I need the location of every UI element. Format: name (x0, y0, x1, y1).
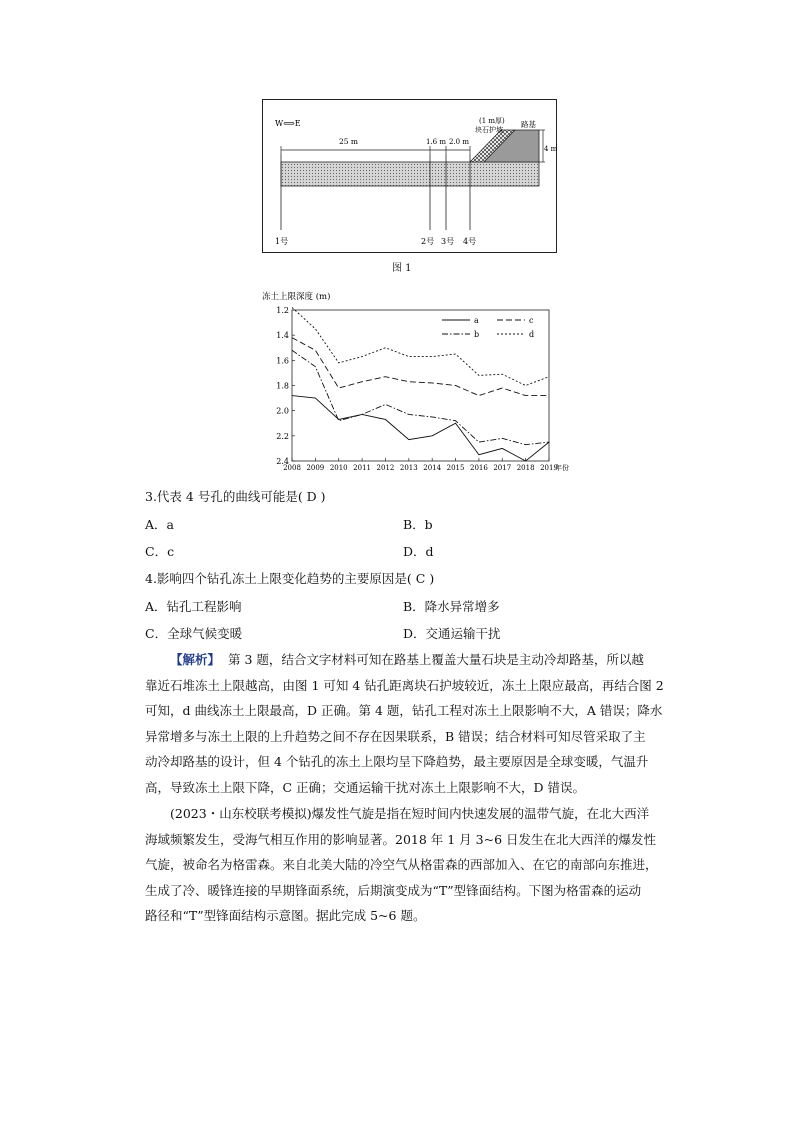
q3-option-b: B．b (403, 517, 433, 532)
y-tick-label: 2.2 (276, 431, 289, 441)
analysis-label: 【解析】 (170, 652, 221, 667)
hole-4-label: 4号 (463, 237, 477, 246)
legend-label-d: d (529, 330, 535, 339)
x-tick-label: 2016 (469, 464, 488, 472)
y-tick-label: 1.6 (276, 356, 289, 366)
legend-label-b: b (474, 330, 480, 339)
legend-label-a: a (474, 316, 479, 325)
y-tick-label: 1.4 (276, 331, 289, 341)
svg-text:1.6 m: 1.6 m (426, 138, 446, 146)
q4-option-b: B．降水异常增多 (403, 599, 500, 614)
x-tick-label: 2015 (446, 464, 465, 472)
x-tick-label: 2018 (516, 464, 535, 472)
series-c-line (292, 338, 549, 396)
plot-frame (292, 310, 549, 461)
svg-text:4 m: 4 m (544, 145, 558, 153)
svg-text:路基: 路基 (521, 120, 536, 129)
material-paragraph: (2023・山东校联考模拟)爆发性气旋是指在短时间内快速发展的温带气旋，在北大西洋 海域频繁发生，受海气相互作用的影响显著。2018 年 1 月 3~6 日发生在北大西洋的爆发性 气旋，被命名为格雷森。来自北美大陆的冷空气从格雷森的西部加入、在它的南部向东推进， 生成了冷、暖锋连接的早期锋面系统，后期演变成为“T”型锋面结构。下图为格雷森的运动 路径和“T”型锋面结构示意图。据此完成 5~6 题。 (145, 806, 658, 923)
x-tick-label: 2012 (376, 464, 395, 472)
q3-option-c: C．c (145, 544, 175, 559)
y-tick-label: 2.0 (276, 406, 289, 416)
svg-text:2.0 m: 2.0 m (449, 138, 469, 146)
direction-label: W⟺E (275, 119, 301, 128)
x-tick-label: 2011 (353, 464, 372, 472)
y-tick-label: 1.8 (276, 381, 289, 391)
x-tick-label: 2009 (306, 464, 325, 472)
q3-option-a: A．a (145, 517, 174, 532)
figure-1 (262, 99, 557, 253)
x-tick-label: 2008 (283, 464, 301, 472)
series-a-line (292, 396, 549, 461)
x-tick-label: 2017 (493, 464, 512, 472)
q4-option-c: C．全球气候变暖 (145, 626, 243, 641)
q3-option-d: D．d (403, 544, 434, 559)
chart-svg (262, 286, 569, 476)
hole-3-label: 3号 (441, 237, 455, 246)
hole-2-label: 2号 (421, 237, 435, 246)
q4-option-a: A．钻孔工程影响 (145, 599, 242, 614)
svg-text:25 m: 25 m (339, 137, 359, 146)
question-4-stem: 4.影响四个钻孔冻土上限变化趋势的主要原因是( C ) (145, 571, 435, 586)
x-tick-label: 2019 (540, 464, 558, 472)
svg-text:(1 m厚): (1 m厚) (479, 117, 505, 125)
roadbed-cross-section-diagram (263, 100, 556, 252)
series-b-line (292, 350, 549, 444)
x-axis-label: 年份 (555, 464, 569, 472)
figure-1-caption: 图 1 (392, 263, 412, 274)
x-tick-label: 2013 (399, 464, 418, 472)
q4-option-d: D．交通运输干扰 (403, 626, 501, 641)
permafrost-layer (281, 162, 539, 186)
x-tick-label: 2010 (329, 464, 348, 472)
analysis-paragraph: 【解析】 第 3 题，结合文字材料可知在路基上覆盖大量石块是主动冷却路基，所以越 靠近石堆冻土上限越高，由图 1 可知 4 钻孔距离块石护坡较近，冻土上限应最高，再结合图 2 可知，d 曲线冻土上限最高，D 正确。第 4 题，钻孔工程对冻土上限影响不大，A 错误；降水 异常增多与冻土上限的上升趋势之间不存在因果联系，B 错误；结合材料可知尽管采取了主 动冷却路基的设计，但 4 个钻孔的冻土上限均呈下降趋势，最主要原因是全球变暖，气温升 高，导致冻土上限下降，C 正确；交通运输干扰对冻土上限影响不大，D 错误。 (145, 652, 664, 795)
hole-1-label: 1号 (275, 237, 289, 246)
series-d-line (292, 307, 549, 385)
y-axis-label: 冻土上限深度 (m) (262, 292, 331, 302)
y-tick-label: 2.4 (276, 457, 289, 466)
legend-label-c: c (529, 316, 534, 325)
x-tick-label: 2014 (423, 464, 442, 472)
y-tick-label: 1.2 (276, 306, 289, 315)
question-3-stem: 3.代表 4 号孔的曲线可能是( D ) (145, 489, 326, 504)
permafrost-depth-chart (262, 286, 569, 476)
svg-text:块石护坡: 块石护坡 (475, 126, 503, 134)
